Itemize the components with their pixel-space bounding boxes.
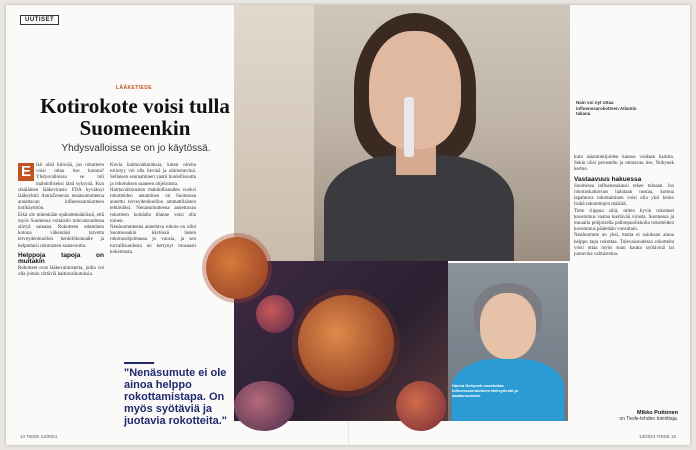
pullquote-rule <box>124 362 154 364</box>
pullquote: "Nenäsumute ei ole ainoa helppo rokottamistapa. On myös syötäviä ja juotavia rokotteita." <box>124 367 228 427</box>
virus-particle <box>256 295 294 333</box>
intro-paragraph: ikö olisi kiinvää, jos rokotteen voisi ottaa itse kotona? Yhdysvalloissa se tuli mahdolliseksi tänä syksynä. Kun sikäläinen lääkevirasto FDA hyväksyi lääkeyhtiö AstraZenecan nenäsumutteena annettavan influenssarokotteen kotikäyttöön. <box>18 163 104 212</box>
article-column-4 <box>574 155 674 258</box>
main-photo <box>234 5 570 261</box>
paragraph: Rokotteet ovat lääkevalmisteita, joilla voi olla joitain riittäviä haittavaikutuksia. <box>18 266 104 278</box>
portrait-face <box>480 293 536 359</box>
paragraph: Haittavaikutusten mahdollisuuden vuoksi rokotteiden antaminen on Suomessa annettu terveydenhuollon ammattilaisten tehtäväksi. Nenäsumutteena annettavan rokotteen kohdalla tilanne voisi olla toinen. <box>110 187 196 224</box>
background-shelf <box>234 5 314 261</box>
headline: Kotirokote voisi tulla Suomeenkin <box>40 94 230 140</box>
virus-particle <box>206 237 268 299</box>
drop-cap: E <box>18 163 34 181</box>
footer-left: 14 TIEDE 13/2024 <box>20 434 57 439</box>
paragraph: Nenäsumute on yksi, mutta ei suinkaan ainoa helppo tapa rokottaa. Tulevaisuudessa rokotteita voisi ottaa myös suun kautta syötävinä tai juotavina valmisteina. <box>574 233 674 258</box>
paragraph: Eikä ole mitenkään epätodennäköistä, että myös Suomessa voitaisiin tulevaisuudessa siirtyä samaan. Rokotteen ottaminen kotona vähentäisi tarvetta terveydenhuollon henkilökunnalle ja helpottaisi rokotusten saatavuutta. <box>18 212 104 249</box>
article-column-2 <box>110 163 196 256</box>
paragraph: Tieto riippuu siitä, miten hyvin rokotteet koostumus vastaa kiertävää virusta. Suomessa ja muualla pohjoisella pallonpuoliskolla rokotteiden koostumus päätetään vuosittain. <box>574 208 674 233</box>
paragraph: kuin asiantuntijoiden kanssa voidaan harkita. Sekin olisi perusteltu ja ottotavaa itse, Nohynek kertoo. <box>574 155 674 173</box>
virus-particle <box>298 295 394 391</box>
magazine-spread <box>6 5 690 445</box>
paragraph: Suomessa influenssakausi tekee tuloaan. Jos rokotuskattavuus halutaan nostaa, kotona tapahtuva rokottaminen voisi olla yksi keino lisätä rokotettujen määrää. <box>574 183 674 208</box>
person-face <box>369 31 461 149</box>
portrait-caption: Hanna Nohynek muistuttaa influenssarokotteen tärkeydestä ja saatavuudesta. <box>452 383 518 398</box>
main-photo-caption: Nain voi nyt ottaa influenssarokotteen Atlantin takana <box>576 100 637 116</box>
article-column-1 <box>18 163 104 279</box>
section-tag: UUTISET <box>20 15 59 25</box>
kicker: LÄÄKETIEDE <box>116 85 152 91</box>
author-name: Mikko Puttonen <box>637 410 678 416</box>
paragraph: Kuvia haittavaikutuksia, kuten oireita esiintyy voi olla lievinä ja ohimenevinä. Sellaisen seuraaminen vaatii huolellisuutta ja rokotuksen saaneen ohjeistusta. <box>110 163 196 187</box>
author-signature <box>606 410 678 422</box>
nasal-spray <box>404 97 414 157</box>
paragraph: Nenäsumutteena annettava rokote on ollut Suomessakin käytössä lasten rokotusohjelmassa jo vuosia, ja sen turvallisuudesta on kertynyt runsaasti kokemusta. <box>110 225 196 255</box>
footer-right: 13/2024 TIEDE 15 <box>639 434 676 439</box>
virus-particle <box>396 381 446 431</box>
author-role: on Tiede-lehden toimittaja. <box>619 416 678 422</box>
subheading: Vastaavuus hakuessa <box>574 175 642 183</box>
subhead: Yhdysvalloissa se on jo käytössä. <box>61 143 211 154</box>
subheading: Helppoja tapoja on muitakin <box>18 251 104 266</box>
